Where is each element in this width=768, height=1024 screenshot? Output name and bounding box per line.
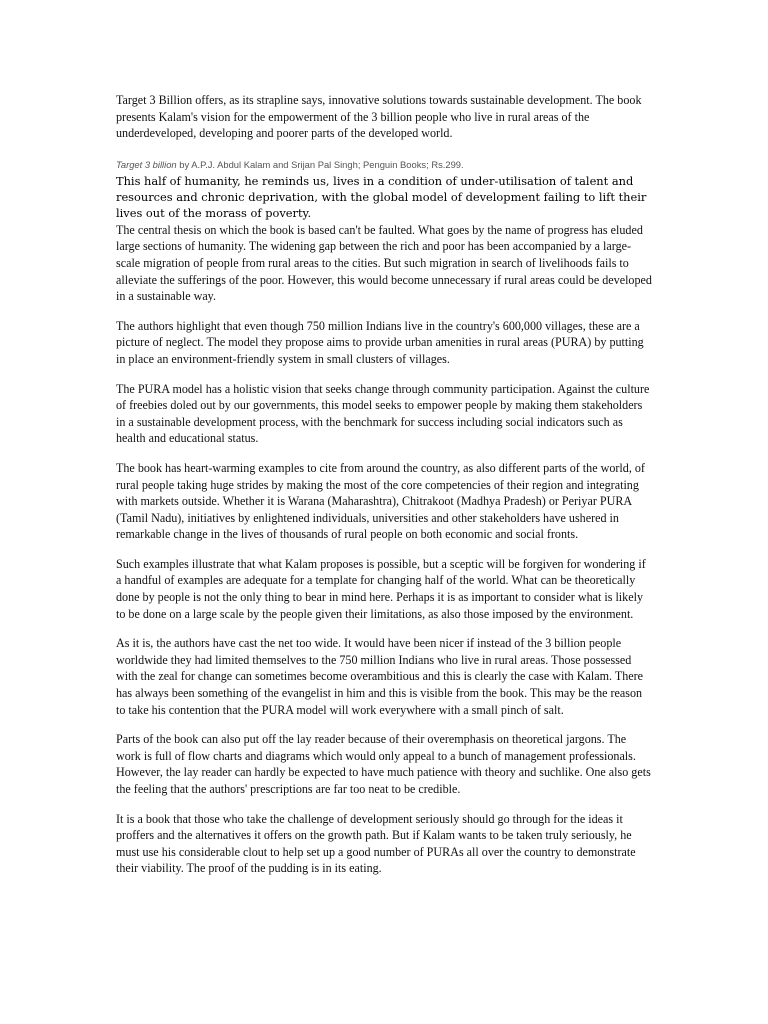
book-caption xyxy=(116,159,652,171)
body-paragraph: As it is, the authors have cast the net too wide. It would have been nicer if instead of the 3 billion people worldwide they had limited themselves to the 750 million Indians who live in rural areas. Those possessed with the zeal for change can sometimes become overambitious and this is clearly the case with Kalam. There has always been something of the evangelist in him and this is visible from the book. This may be the reason to take his contention that the PURA model will work everywhere with a small pinch of salt. xyxy=(116,636,644,717)
body-paragraph: Such examples illustrate that what Kalam proposes is possible, but a sceptic will be forgiven for wondering if a handful of examples are adequate for a template for changing half of the world. What can be theoretically done by people is not the only thing to bear in mind here. Perhaps it is as important to consider what is likely to be done on a large scale by the people given their limitations, as also those imposed by the environment. xyxy=(116,556,646,621)
body-paragraph: The PURA model has a holistic vision that seeks change through community participation. Against the culture of freebies doled out by our governments, this model seeks to empower people by making them stakeholders in a sustainable development process, with the benchmark for success including social indicators such as health and educational status. xyxy=(116,381,650,446)
pull-quote: This half of humanity, he reminds us, lives in a condition of under-utilisation of talent and resources and chronic deprivation, with the global model of development failing to lift their lives out of the morass of poverty. xyxy=(116,173,647,220)
article-body xyxy=(116,92,652,877)
book-details: by A.P.J. Abdul Kalam and Srijan Pal Singh; Penguin Books; Rs.299. xyxy=(176,158,464,170)
book-title: Target 3 billion xyxy=(116,158,177,170)
body-paragraph: The authors highlight that even though 750 million Indians live in the country's 600,000 villages, these are a picture of neglect. The model they propose aims to provide urban amenities in rural areas (PURA) by putting in place an environment-friendly system in small clusters of villages. xyxy=(116,318,644,366)
body-paragraph: The central thesis on which the book is based can't be faulted. What goes by the name of progress has eluded large sections of humanity. The widening gap between the rich and poor has been accompanied by a large-scale migration of people from rural areas to the cities. But such migration in search of livelihoods fails to alleviate the sufferings of the poor. However, this would become unnecessary if rural areas could be developed in a sustainable way. xyxy=(116,222,652,304)
body-paragraph: It is a book that those who take the challenge of development seriously should go through for the ideas it proffers and the alternatives it offers on the growth path. But if Kalam wants to be taken truly seriously, he must use his considerable clout to help set up a good number of PURAs all over the country to demonstrate their viability. The proof of the pudding is in its eating. xyxy=(116,811,636,876)
intro-paragraph: Target 3 Billion offers, as its strapline says, innovative solutions towards sustainable development. The book presents Kalam's vision for the empowerment of the 3 billion people who live in rural areas of the underdeveloped, developing and poorer parts of the developed world. xyxy=(116,93,642,141)
body-paragraph: Parts of the book can also put off the lay reader because of their overemphasis on theoretical jargons. The work is full of flow charts and diagrams which would only appeal to a bunch of management professionals. However, the lay reader can hardly be expected to have much patience with theory and suchlike. One also gets the feeling that the authors' prescriptions are far too neat to be credible. xyxy=(116,732,651,796)
body-paragraph: The book has heart-warming examples to cite from around the country, as also different parts of the world, of rural people taking huge strides by making the most of the core competencies of their region and integrating with markets outside. Whether it is Warana (Maharashtra), Chitrakoot (Madhya Pradesh) or Periyar PURA (Tamil Nadu), initiatives by enlightened individuals, universities and other stakeholders have ushered in remarkable change in the lives of thousands of rural people on both economic and social fronts. xyxy=(116,460,645,542)
